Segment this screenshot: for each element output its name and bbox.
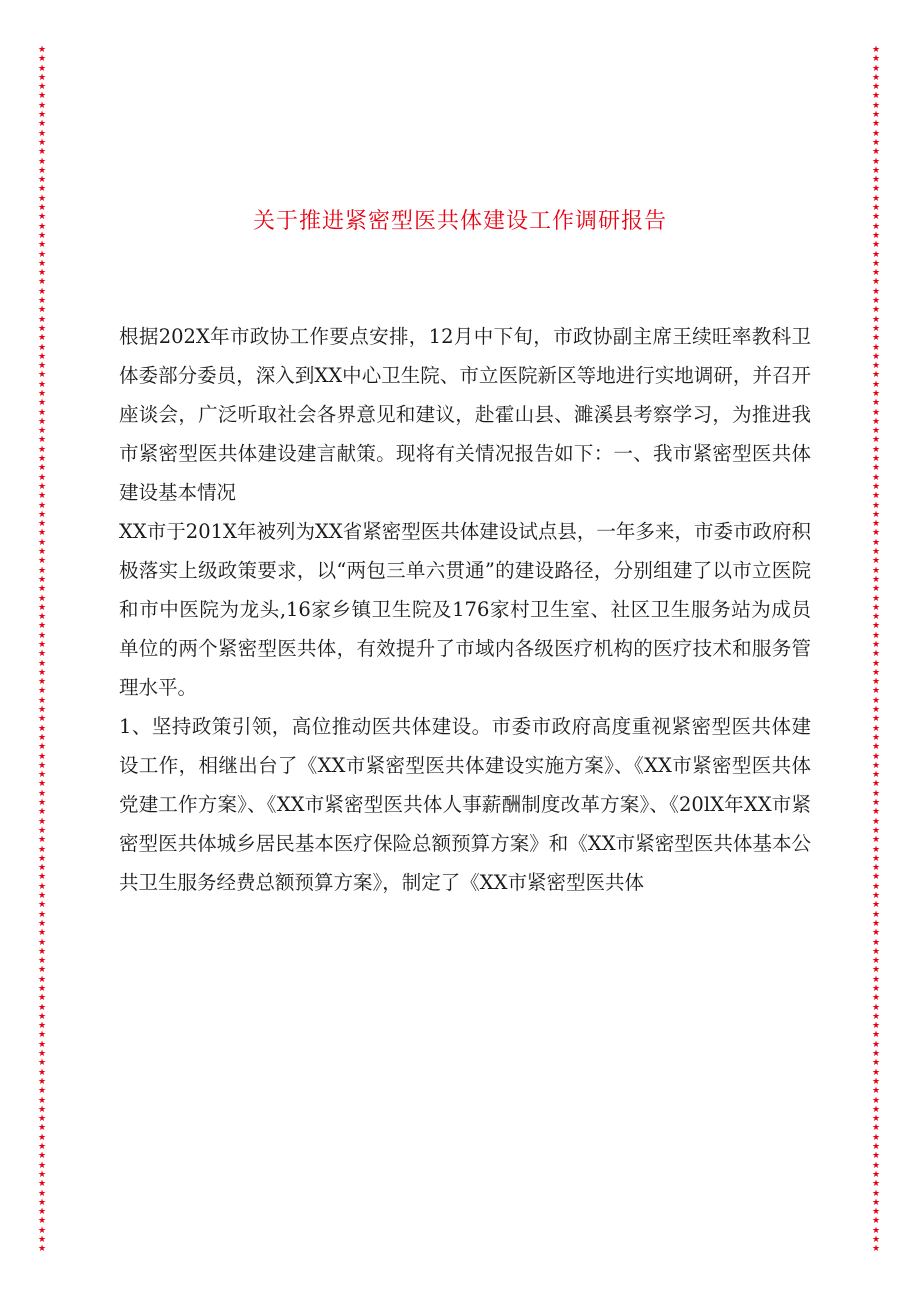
star-icon: ★ xyxy=(871,305,881,316)
star-icon: ★ xyxy=(871,556,881,567)
star-icon: ★ xyxy=(37,54,47,65)
star-icon: ★ xyxy=(871,965,881,976)
star-icon: ★ xyxy=(37,268,47,279)
star-icon: ★ xyxy=(871,807,881,818)
star-icon: ★ xyxy=(871,193,881,204)
star-icon: ★ xyxy=(37,333,47,344)
star-icon: ★ xyxy=(37,1114,47,1125)
star-icon: ★ xyxy=(871,1067,881,1078)
star-icon: ★ xyxy=(871,137,881,148)
star-icon: ★ xyxy=(871,100,881,111)
star-icon: ★ xyxy=(37,1030,47,1041)
star-icon: ★ xyxy=(871,1123,881,1134)
star-icon: ★ xyxy=(37,1002,47,1013)
star-icon: ★ xyxy=(37,156,47,167)
star-icon: ★ xyxy=(871,881,881,892)
star-icon: ★ xyxy=(37,760,47,771)
star-icon: ★ xyxy=(37,165,47,176)
star-icon: ★ xyxy=(871,72,881,83)
star-icon: ★ xyxy=(871,268,881,279)
star-icon: ★ xyxy=(37,1169,47,1180)
star-icon: ★ xyxy=(871,723,881,734)
paragraph-overview: XX市于201X年被列为XX省紧密型医共体建设试点县，一年多来，市委市政府积极落实上级政策要求，以“两包三单六贯通”的建设路径，分别组建了以市立医院和市中医院为龙头,16家乡镇卫生院及176家村卫生室、社区卫生服务站为成员单位的两个紧密型医共体，有效提升了市域内各级医疗机构的医疗技术和服务管理水平。 xyxy=(119,520,811,699)
star-icon: ★ xyxy=(37,900,47,911)
star-icon: ★ xyxy=(37,137,47,148)
star-icon: ★ xyxy=(37,1244,47,1252)
star-icon: ★ xyxy=(37,612,47,623)
star-icon: ★ xyxy=(37,435,47,446)
star-icon: ★ xyxy=(871,444,881,455)
star-icon: ★ xyxy=(37,770,47,781)
star-icon: ★ xyxy=(871,63,881,74)
star-icon: ★ xyxy=(871,156,881,167)
star-icon: ★ xyxy=(871,974,881,985)
star-icon: ★ xyxy=(37,305,47,316)
star-icon: ★ xyxy=(871,1188,881,1199)
star-icon: ★ xyxy=(37,147,47,158)
star-icon: ★ xyxy=(37,863,47,874)
star-icon: ★ xyxy=(871,361,881,372)
star-icon: ★ xyxy=(871,212,881,223)
star-icon: ★ xyxy=(871,46,881,55)
star-icon: ★ xyxy=(871,119,881,130)
star-icon: ★ xyxy=(871,677,881,688)
star-icon: ★ xyxy=(37,1067,47,1078)
star-icon: ★ xyxy=(871,1030,881,1041)
star-icon: ★ xyxy=(871,872,881,883)
star-icon: ★ xyxy=(871,1104,881,1115)
star-icon: ★ xyxy=(871,175,881,186)
star-icon: ★ xyxy=(37,221,47,232)
star-icon: ★ xyxy=(871,547,881,558)
document-body xyxy=(119,317,811,902)
star-icon: ★ xyxy=(37,537,47,548)
star-icon: ★ xyxy=(871,918,881,929)
star-icon: ★ xyxy=(37,110,47,121)
star-icon: ★ xyxy=(37,965,47,976)
star-icon: ★ xyxy=(871,946,881,957)
star-icon: ★ xyxy=(37,351,47,362)
star-icon: ★ xyxy=(871,379,881,390)
star-icon: ★ xyxy=(871,407,881,418)
star-icon: ★ xyxy=(871,1132,881,1143)
star-icon: ★ xyxy=(871,1244,881,1252)
star-icon: ★ xyxy=(871,1225,881,1236)
star-icon: ★ xyxy=(37,175,47,186)
star-icon: ★ xyxy=(871,240,881,251)
star-icon: ★ xyxy=(37,695,47,706)
star-icon: ★ xyxy=(871,593,881,604)
star-icon: ★ xyxy=(871,110,881,121)
star-icon: ★ xyxy=(871,333,881,344)
star-icon: ★ xyxy=(37,426,47,437)
star-icon: ★ xyxy=(871,258,881,269)
star-icon: ★ xyxy=(37,844,47,855)
star-icon: ★ xyxy=(871,695,881,706)
star-icon: ★ xyxy=(37,1216,47,1227)
star-icon: ★ xyxy=(37,323,47,334)
star-icon: ★ xyxy=(871,928,881,939)
star-icon: ★ xyxy=(871,230,881,241)
star-icon: ★ xyxy=(37,602,47,613)
star-icon: ★ xyxy=(871,853,881,864)
star-icon: ★ xyxy=(37,956,47,967)
star-icon: ★ xyxy=(37,667,47,678)
star-icon: ★ xyxy=(37,286,47,297)
star-icon: ★ xyxy=(871,760,881,771)
star-icon: ★ xyxy=(37,100,47,111)
star-icon: ★ xyxy=(871,983,881,994)
star-icon: ★ xyxy=(37,1151,47,1162)
star-icon: ★ xyxy=(37,491,47,502)
star-icon: ★ xyxy=(871,956,881,967)
star-icon: ★ xyxy=(871,891,881,902)
star-icon: ★ xyxy=(37,193,47,204)
star-icon: ★ xyxy=(871,705,881,716)
star-icon: ★ xyxy=(871,249,881,260)
star-icon: ★ xyxy=(871,770,881,781)
star-icon: ★ xyxy=(37,1225,47,1236)
star-icon: ★ xyxy=(37,891,47,902)
star-icon: ★ xyxy=(37,732,47,743)
star-icon: ★ xyxy=(871,370,881,381)
star-icon: ★ xyxy=(37,705,47,716)
star-icon: ★ xyxy=(871,519,881,530)
star-icon: ★ xyxy=(871,323,881,334)
star-icon: ★ xyxy=(37,751,47,762)
star-icon: ★ xyxy=(37,1104,47,1115)
star-icon: ★ xyxy=(871,435,881,446)
star-icon: ★ xyxy=(37,481,47,492)
star-icon: ★ xyxy=(871,1197,881,1208)
star-icon: ★ xyxy=(871,612,881,623)
star-icon: ★ xyxy=(37,91,47,102)
star-icon: ★ xyxy=(37,853,47,864)
star-icon: ★ xyxy=(37,128,47,139)
star-icon: ★ xyxy=(871,574,881,585)
star-icon: ★ xyxy=(37,72,47,83)
star-icon: ★ xyxy=(37,798,47,809)
star-icon: ★ xyxy=(37,230,47,241)
star-icon: ★ xyxy=(37,574,47,585)
star-icon: ★ xyxy=(37,82,47,93)
star-icon: ★ xyxy=(37,277,47,288)
star-icon: ★ xyxy=(871,714,881,725)
star-icon: ★ xyxy=(37,1021,47,1032)
star-icon: ★ xyxy=(871,658,881,669)
star-icon: ★ xyxy=(871,844,881,855)
star-icon: ★ xyxy=(37,1160,47,1171)
star-icon: ★ xyxy=(871,909,881,920)
star-icon: ★ xyxy=(871,1114,881,1125)
star-icon: ★ xyxy=(871,742,881,753)
star-icon: ★ xyxy=(37,1142,47,1153)
star-icon: ★ xyxy=(37,742,47,753)
star-icon: ★ xyxy=(871,509,881,520)
star-icon: ★ xyxy=(37,1095,47,1106)
star-icon: ★ xyxy=(871,798,881,809)
star-icon: ★ xyxy=(37,444,47,455)
star-icon: ★ xyxy=(871,398,881,409)
star-icon: ★ xyxy=(37,714,47,725)
star-icon: ★ xyxy=(871,1235,881,1245)
star-icon: ★ xyxy=(37,212,47,223)
star-icon: ★ xyxy=(871,788,881,799)
star-icon: ★ xyxy=(871,165,881,176)
star-icon: ★ xyxy=(871,621,881,632)
star-icon: ★ xyxy=(871,528,881,539)
star-icon: ★ xyxy=(871,472,881,483)
paragraph-policy: 1、坚持政策引领，高位推动医共体建设。市委市政府高度重视紧密型医共体建设工作，相继出台了《XX市紧密型医共体建设实施方案》、《XX市紧密型医共体党建工作方案》、《XX市紧密型医共体人事薪酬制度改革方案》、《20lX年XX市紧密型医共体城乡居民基本医疗保险总额预算方案》和《XX市紧密型医共体基本公共卫生服务经费总额预算方案》，制定了《XX市紧密型医共体 xyxy=(119,715,811,894)
star-icon: ★ xyxy=(871,1076,881,1087)
star-icon: ★ xyxy=(37,983,47,994)
star-icon: ★ xyxy=(37,946,47,957)
star-icon: ★ xyxy=(871,1039,881,1050)
star-icon: ★ xyxy=(871,835,881,846)
star-icon: ★ xyxy=(37,825,47,836)
star-icon: ★ xyxy=(871,1179,881,1190)
star-icon: ★ xyxy=(871,732,881,743)
star-icon: ★ xyxy=(871,1169,881,1180)
star-icon: ★ xyxy=(871,1151,881,1162)
star-icon: ★ xyxy=(37,342,47,353)
star-icon: ★ xyxy=(871,203,881,214)
star-icon: ★ xyxy=(37,1049,47,1060)
star-icon: ★ xyxy=(37,723,47,734)
star-icon: ★ xyxy=(871,667,881,678)
star-icon: ★ xyxy=(871,184,881,195)
star-icon: ★ xyxy=(37,909,47,920)
star-icon: ★ xyxy=(871,649,881,660)
star-icon: ★ xyxy=(871,1160,881,1171)
star-icon: ★ xyxy=(37,649,47,660)
star-icon: ★ xyxy=(37,407,47,418)
star-icon: ★ xyxy=(871,314,881,325)
star-icon: ★ xyxy=(37,379,47,390)
paragraph-intro: 根据202X年市政协工作要点安排，12月中下旬，市政协副主席王续旺率教科卫体委部分委员，深入到XX中心卫生院、市立医院新区等地进行实地调研，并召开座谈会，广泛听取社会各界意见和建议，赴霍山县、濉溪县考察学习，为推进我市紧密型医共体建设建言献策。现将有关情况报告如下：一、我市紧密型医共体建设基本情况 xyxy=(119,325,811,504)
star-icon: ★ xyxy=(871,825,881,836)
star-icon: ★ xyxy=(37,658,47,669)
star-icon: ★ xyxy=(871,993,881,1004)
star-icon: ★ xyxy=(871,900,881,911)
star-icon: ★ xyxy=(37,1207,47,1218)
star-icon: ★ xyxy=(871,286,881,297)
star-icon: ★ xyxy=(871,1207,881,1218)
star-icon: ★ xyxy=(871,416,881,427)
star-icon: ★ xyxy=(871,147,881,158)
star-icon: ★ xyxy=(37,463,47,474)
star-icon: ★ xyxy=(37,928,47,939)
star-icon: ★ xyxy=(871,640,881,650)
star-icon: ★ xyxy=(37,881,47,892)
star-icon: ★ xyxy=(871,296,881,307)
star-icon: ★ xyxy=(37,556,47,567)
star-icon: ★ xyxy=(871,54,881,65)
star-icon: ★ xyxy=(871,481,881,492)
star-icon: ★ xyxy=(37,621,47,632)
star-icon: ★ xyxy=(37,388,47,399)
star-icon: ★ xyxy=(871,1021,881,1032)
star-icon: ★ xyxy=(871,584,881,595)
star-icon: ★ xyxy=(871,1095,881,1106)
star-icon: ★ xyxy=(871,463,881,474)
star-icon: ★ xyxy=(871,82,881,93)
star-icon: ★ xyxy=(37,240,47,251)
star-icon: ★ xyxy=(871,937,881,948)
star-icon: ★ xyxy=(37,46,47,55)
star-icon: ★ xyxy=(871,500,881,511)
star-icon: ★ xyxy=(37,472,47,483)
star-icon: ★ xyxy=(37,528,47,539)
star-icon: ★ xyxy=(871,342,881,353)
star-icon: ★ xyxy=(37,416,47,427)
star-icon: ★ xyxy=(37,314,47,325)
star-icon: ★ xyxy=(37,584,47,595)
star-icon: ★ xyxy=(37,1123,47,1134)
star-icon: ★ xyxy=(37,918,47,929)
star-icon: ★ xyxy=(37,872,47,883)
star-icon: ★ xyxy=(37,677,47,688)
star-icon: ★ xyxy=(37,249,47,260)
star-icon: ★ xyxy=(37,686,47,697)
star-icon: ★ xyxy=(871,454,881,465)
star-icon: ★ xyxy=(871,779,881,790)
star-icon: ★ xyxy=(871,751,881,762)
star-icon: ★ xyxy=(871,426,881,437)
star-icon: ★ xyxy=(37,937,47,948)
star-icon: ★ xyxy=(37,1235,47,1245)
star-icon: ★ xyxy=(37,398,47,409)
star-icon: ★ xyxy=(37,593,47,604)
star-icon: ★ xyxy=(37,63,47,74)
star-icon: ★ xyxy=(871,1049,881,1060)
star-icon: ★ xyxy=(871,816,881,827)
star-icon: ★ xyxy=(37,454,47,465)
star-icon: ★ xyxy=(871,1142,881,1153)
star-icon: ★ xyxy=(37,565,47,576)
star-icon: ★ xyxy=(37,1197,47,1208)
star-icon: ★ xyxy=(37,788,47,799)
star-icon: ★ xyxy=(37,807,47,818)
star-icon: ★ xyxy=(37,640,47,650)
star-icon: ★ xyxy=(37,296,47,307)
star-icon: ★ xyxy=(871,630,881,641)
star-icon: ★ xyxy=(871,1058,881,1069)
star-icon: ★ xyxy=(871,1086,881,1097)
star-icon: ★ xyxy=(871,277,881,288)
star-icon: ★ xyxy=(37,203,47,214)
star-icon: ★ xyxy=(37,816,47,827)
star-icon: ★ xyxy=(37,500,47,511)
star-icon: ★ xyxy=(37,519,47,530)
star-icon: ★ xyxy=(871,91,881,102)
star-icon: ★ xyxy=(871,1011,881,1022)
star-icon: ★ xyxy=(871,863,881,874)
document-title: 关于推进紧密型医共体建设工作调研报告 xyxy=(252,209,667,234)
star-icon: ★ xyxy=(37,993,47,1004)
star-icon: ★ xyxy=(37,547,47,558)
star-icon: ★ xyxy=(871,491,881,502)
star-icon: ★ xyxy=(37,361,47,372)
star-icon: ★ xyxy=(871,128,881,139)
star-icon: ★ xyxy=(871,221,881,232)
star-icon: ★ xyxy=(37,974,47,985)
star-icon: ★ xyxy=(37,370,47,381)
star-icon: ★ xyxy=(871,351,881,362)
star-icon: ★ xyxy=(871,388,881,399)
star-icon: ★ xyxy=(871,565,881,576)
star-icon: ★ xyxy=(871,686,881,697)
star-icon: ★ xyxy=(871,602,881,613)
star-icon: ★ xyxy=(37,1086,47,1097)
star-icon: ★ xyxy=(37,1039,47,1050)
star-icon: ★ xyxy=(37,509,47,520)
star-icon: ★ xyxy=(871,537,881,548)
star-icon: ★ xyxy=(37,1076,47,1087)
star-icon: ★ xyxy=(37,1179,47,1190)
star-icon: ★ xyxy=(37,1011,47,1022)
star-icon: ★ xyxy=(37,1058,47,1069)
star-icon: ★ xyxy=(37,779,47,790)
star-icon: ★ xyxy=(871,1216,881,1227)
star-icon: ★ xyxy=(871,1002,881,1013)
star-icon: ★ xyxy=(37,1132,47,1143)
star-icon: ★ xyxy=(37,835,47,846)
star-icon: ★ xyxy=(37,258,47,269)
star-icon: ★ xyxy=(37,184,47,195)
star-icon: ★ xyxy=(37,630,47,641)
star-icon: ★ xyxy=(37,119,47,130)
star-icon: ★ xyxy=(37,1188,47,1199)
